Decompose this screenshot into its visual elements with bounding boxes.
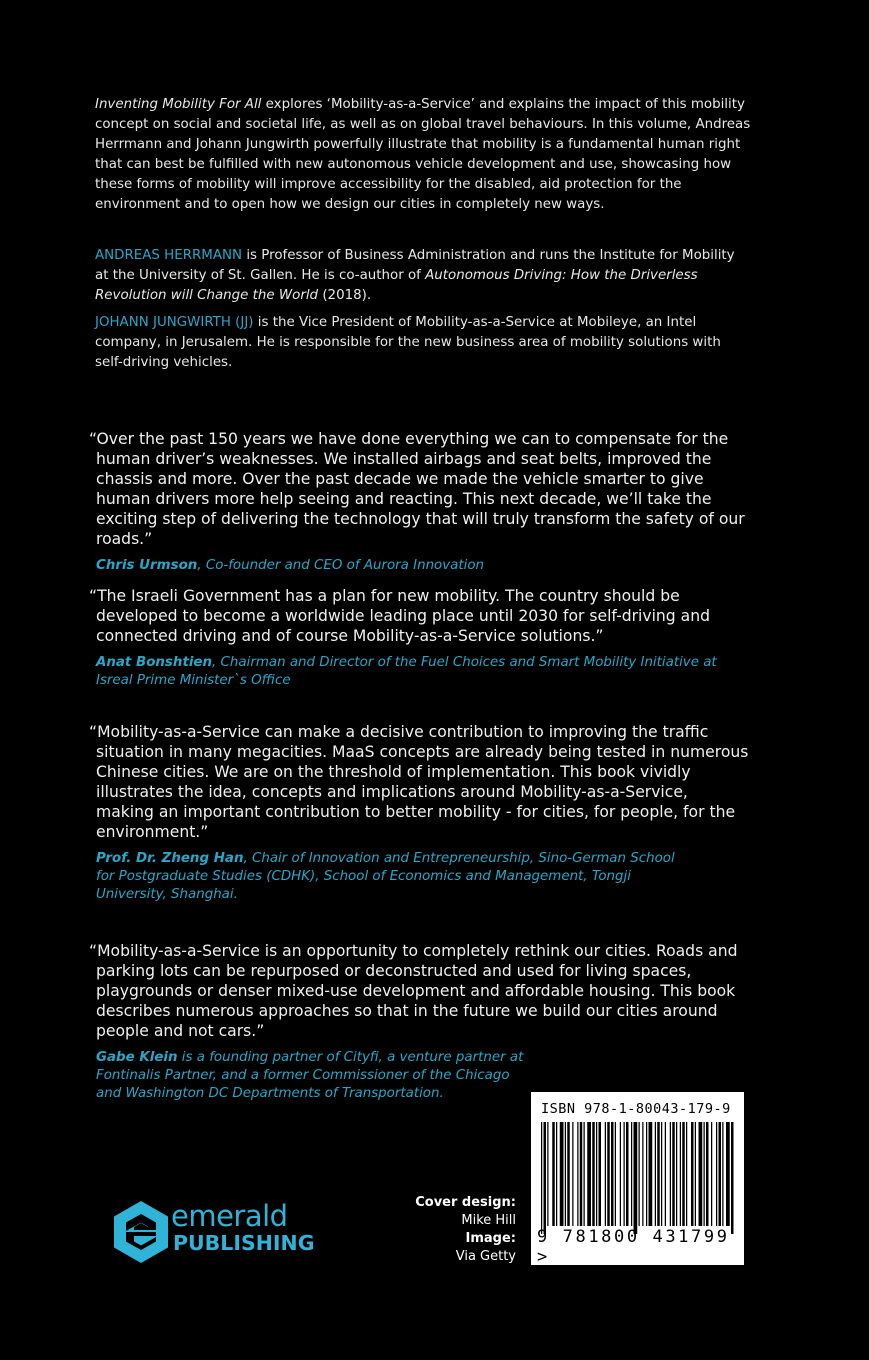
barcode-bar [552, 1122, 555, 1226]
quote-text: “Mobility-as-a-Service is an opportunity to completely rethink our cities. Roads and parking lots can be repurposed or deconstructed and used for living spaces, playgrounds or denser mixed-use development and affordable housing. This book describes numerous approaches so that in the future we build our cities around people and not cars.” [89, 942, 738, 1040]
quote-role: , Chairman and Director of the Fuel Choices and Smart Mobility Initiative at Isreal Prime Minister`s Office [96, 655, 717, 688]
quote-author: Chris Urmson [96, 558, 198, 573]
cover-design-value: Mike Hill [461, 1213, 516, 1228]
quote-text: “Over the past 150 years we have done everything we can to compensate for the human driver’s weaknesses. We installed airbags and seat belts, improved the chassis and more. Over the past decade we made the vehicle smarter to give human drivers more help seeing and reacting. This next decade, we’ll take the exciting step of delivering the technology that will truly transform the safety of our roads.” [89, 430, 745, 548]
logo-wordmark: emerald [171, 1199, 288, 1233]
image-credit-label: Image: [465, 1231, 516, 1246]
barcode-bar [607, 1122, 610, 1226]
barcode-bar [670, 1122, 671, 1226]
author-bio-text: is the Vice President of Mobility-as-a-Service at Mobileye, an Intel company, in Jerusalem. He is responsible for the new business area of mobility solutions with self-driving vehicles. [95, 315, 721, 370]
barcode-bar [686, 1122, 687, 1226]
barcode-bar [580, 1122, 583, 1226]
quote-text: “The Israeli Government has a plan for new mobility. The country should be developed to become a worldwide leading place until 2030 for self-driving and connected driving and of course Mobility-as-a-Service solutions.” [89, 587, 710, 645]
barcode-bar [584, 1122, 585, 1226]
author-bio-jungwirth [95, 313, 735, 373]
cover-design-label: Cover design: [415, 1195, 516, 1210]
barcode-bar [672, 1122, 675, 1226]
barcode-bar [655, 1122, 656, 1226]
barcode-bar [556, 1122, 557, 1226]
barcode-bar [716, 1122, 717, 1226]
emerald-logo-icon [113, 1200, 169, 1264]
author-bio-text: is Professor of Business Administration and runs the Institute for Mobility at the University of St. Gallen. He is co-author of [95, 248, 735, 283]
quote-role: , Co-founder and CEO of Aurora Innovation [197, 558, 485, 573]
barcode-bar [592, 1122, 595, 1226]
quote-author: Anat Bonshtien [96, 655, 213, 670]
barcode-bar [719, 1122, 722, 1226]
barcode-bar [587, 1122, 591, 1226]
logo-subtitle: PUBLISHING [173, 1231, 315, 1255]
barcode-bar [596, 1122, 597, 1226]
barcode-bar [699, 1122, 703, 1226]
description-text: explores ‘Mobility-as-a-Service’ and explains the impact of this mobility concept on social and societal life, as well as on global travel behaviours. In this volume, Andreas Herrmann and Johann Jungwirth powerfully illustrate that mobility is a fundamental human right that can best be fulfilled with new autonomous vehicle development and use, showcasing how these forms of mobility will improve accessibility for the disabled, aid protection for the environment and to open how we design our cities in completely new ways. [95, 97, 751, 212]
endorsement-quote [89, 586, 749, 690]
author-book-title: Autonomous Driving: How the Driverless Revolution will Change the World [95, 268, 698, 303]
quote-text: “Mobility-as-a-Service can make a decisive contribution to improving the traffic situation in many megacities. MaaS concepts are already being tested in numerous Chinese cities. We are on the threshold of implementation. This book vividly illustrates the idea, concepts and implications around Mobility-as-a-Service, making an important contribution to better mobility - for cities, for people, for the environment.” [89, 723, 749, 841]
quote-attribution [96, 1049, 526, 1103]
barcode-bar [676, 1122, 677, 1226]
barcode-bar [661, 1122, 662, 1226]
isbn-label: ISBN 978-1-80043-179-9 [541, 1101, 731, 1117]
barcode-bar [649, 1122, 653, 1226]
barcode-bar [646, 1122, 647, 1226]
barcode-bar [624, 1122, 625, 1226]
barcode-bar [695, 1122, 696, 1226]
book-description [95, 95, 755, 215]
barcode-bar [665, 1122, 666, 1226]
barcode-bar [639, 1122, 640, 1226]
barcode-bar [682, 1122, 685, 1226]
quote-author: Gabe Klein [96, 1050, 178, 1065]
barcode-bar [567, 1122, 570, 1226]
author-name: ANDREAS HERRMANN [95, 248, 243, 263]
quote-attribution [96, 557, 749, 575]
author-name: JOHANN JUNGWIRTH (JJ) [95, 315, 254, 330]
isbn-barcode [531, 1092, 744, 1265]
barcode-bar [577, 1122, 578, 1226]
barcode-bar [631, 1122, 632, 1226]
barcode-bar [605, 1122, 606, 1226]
barcode-bar [657, 1122, 660, 1226]
barcode-bar [691, 1122, 694, 1226]
barcode-bar [706, 1122, 709, 1226]
barcode-bar [541, 1122, 542, 1234]
image-credit-value: Via Getty [455, 1249, 516, 1264]
barcode-bar [572, 1122, 573, 1226]
barcode-bar [599, 1122, 602, 1226]
quote-author: Prof. Dr. Zheng Han [96, 851, 244, 866]
barcode-bar [722, 1122, 723, 1226]
publisher-logo [113, 1200, 313, 1264]
barcode-bar [626, 1122, 629, 1226]
barcode-bar [711, 1122, 712, 1226]
barcode-bar [611, 1122, 614, 1226]
barcode-bar [560, 1122, 564, 1226]
author-bio-herrmann [95, 246, 735, 306]
barcode-bar [547, 1122, 548, 1226]
quote-role: is a founding partner of Cityfi, a venture partner at Fontinalis Partner, and a former Commissioner of the Chicago and Washington DC Departments of Transportation. [96, 1050, 524, 1101]
endorsement-quote [89, 722, 749, 904]
barcode-bar [615, 1122, 616, 1226]
quote-attribution [96, 850, 686, 904]
barcode-bar [634, 1122, 638, 1234]
author-bio-text-end: (2018). [318, 288, 372, 303]
barcode-bar [565, 1122, 566, 1226]
barcode-bar [704, 1122, 705, 1226]
barcode-bar [620, 1122, 621, 1226]
barcode-bar [642, 1122, 643, 1226]
endorsement-quote [89, 429, 749, 575]
barcode-bar [544, 1122, 547, 1234]
book-title: Inventing Mobility For All [95, 97, 262, 112]
cover-credits [415, 1194, 516, 1266]
barcode-bar [726, 1122, 730, 1226]
barcode-bar [731, 1122, 734, 1234]
isbn-digits: 9 781800 431799 > [537, 1227, 730, 1267]
endorsement-quote [89, 941, 749, 1103]
quote-attribution [96, 654, 749, 690]
barcode-bar [680, 1122, 681, 1226]
quote-role: , Chair of Innovation and Entrepreneurship, Sino-German School for Postgraduate Studies (CDHK), School of Economics and Management, Tongji University, Shanghai. [96, 851, 675, 902]
